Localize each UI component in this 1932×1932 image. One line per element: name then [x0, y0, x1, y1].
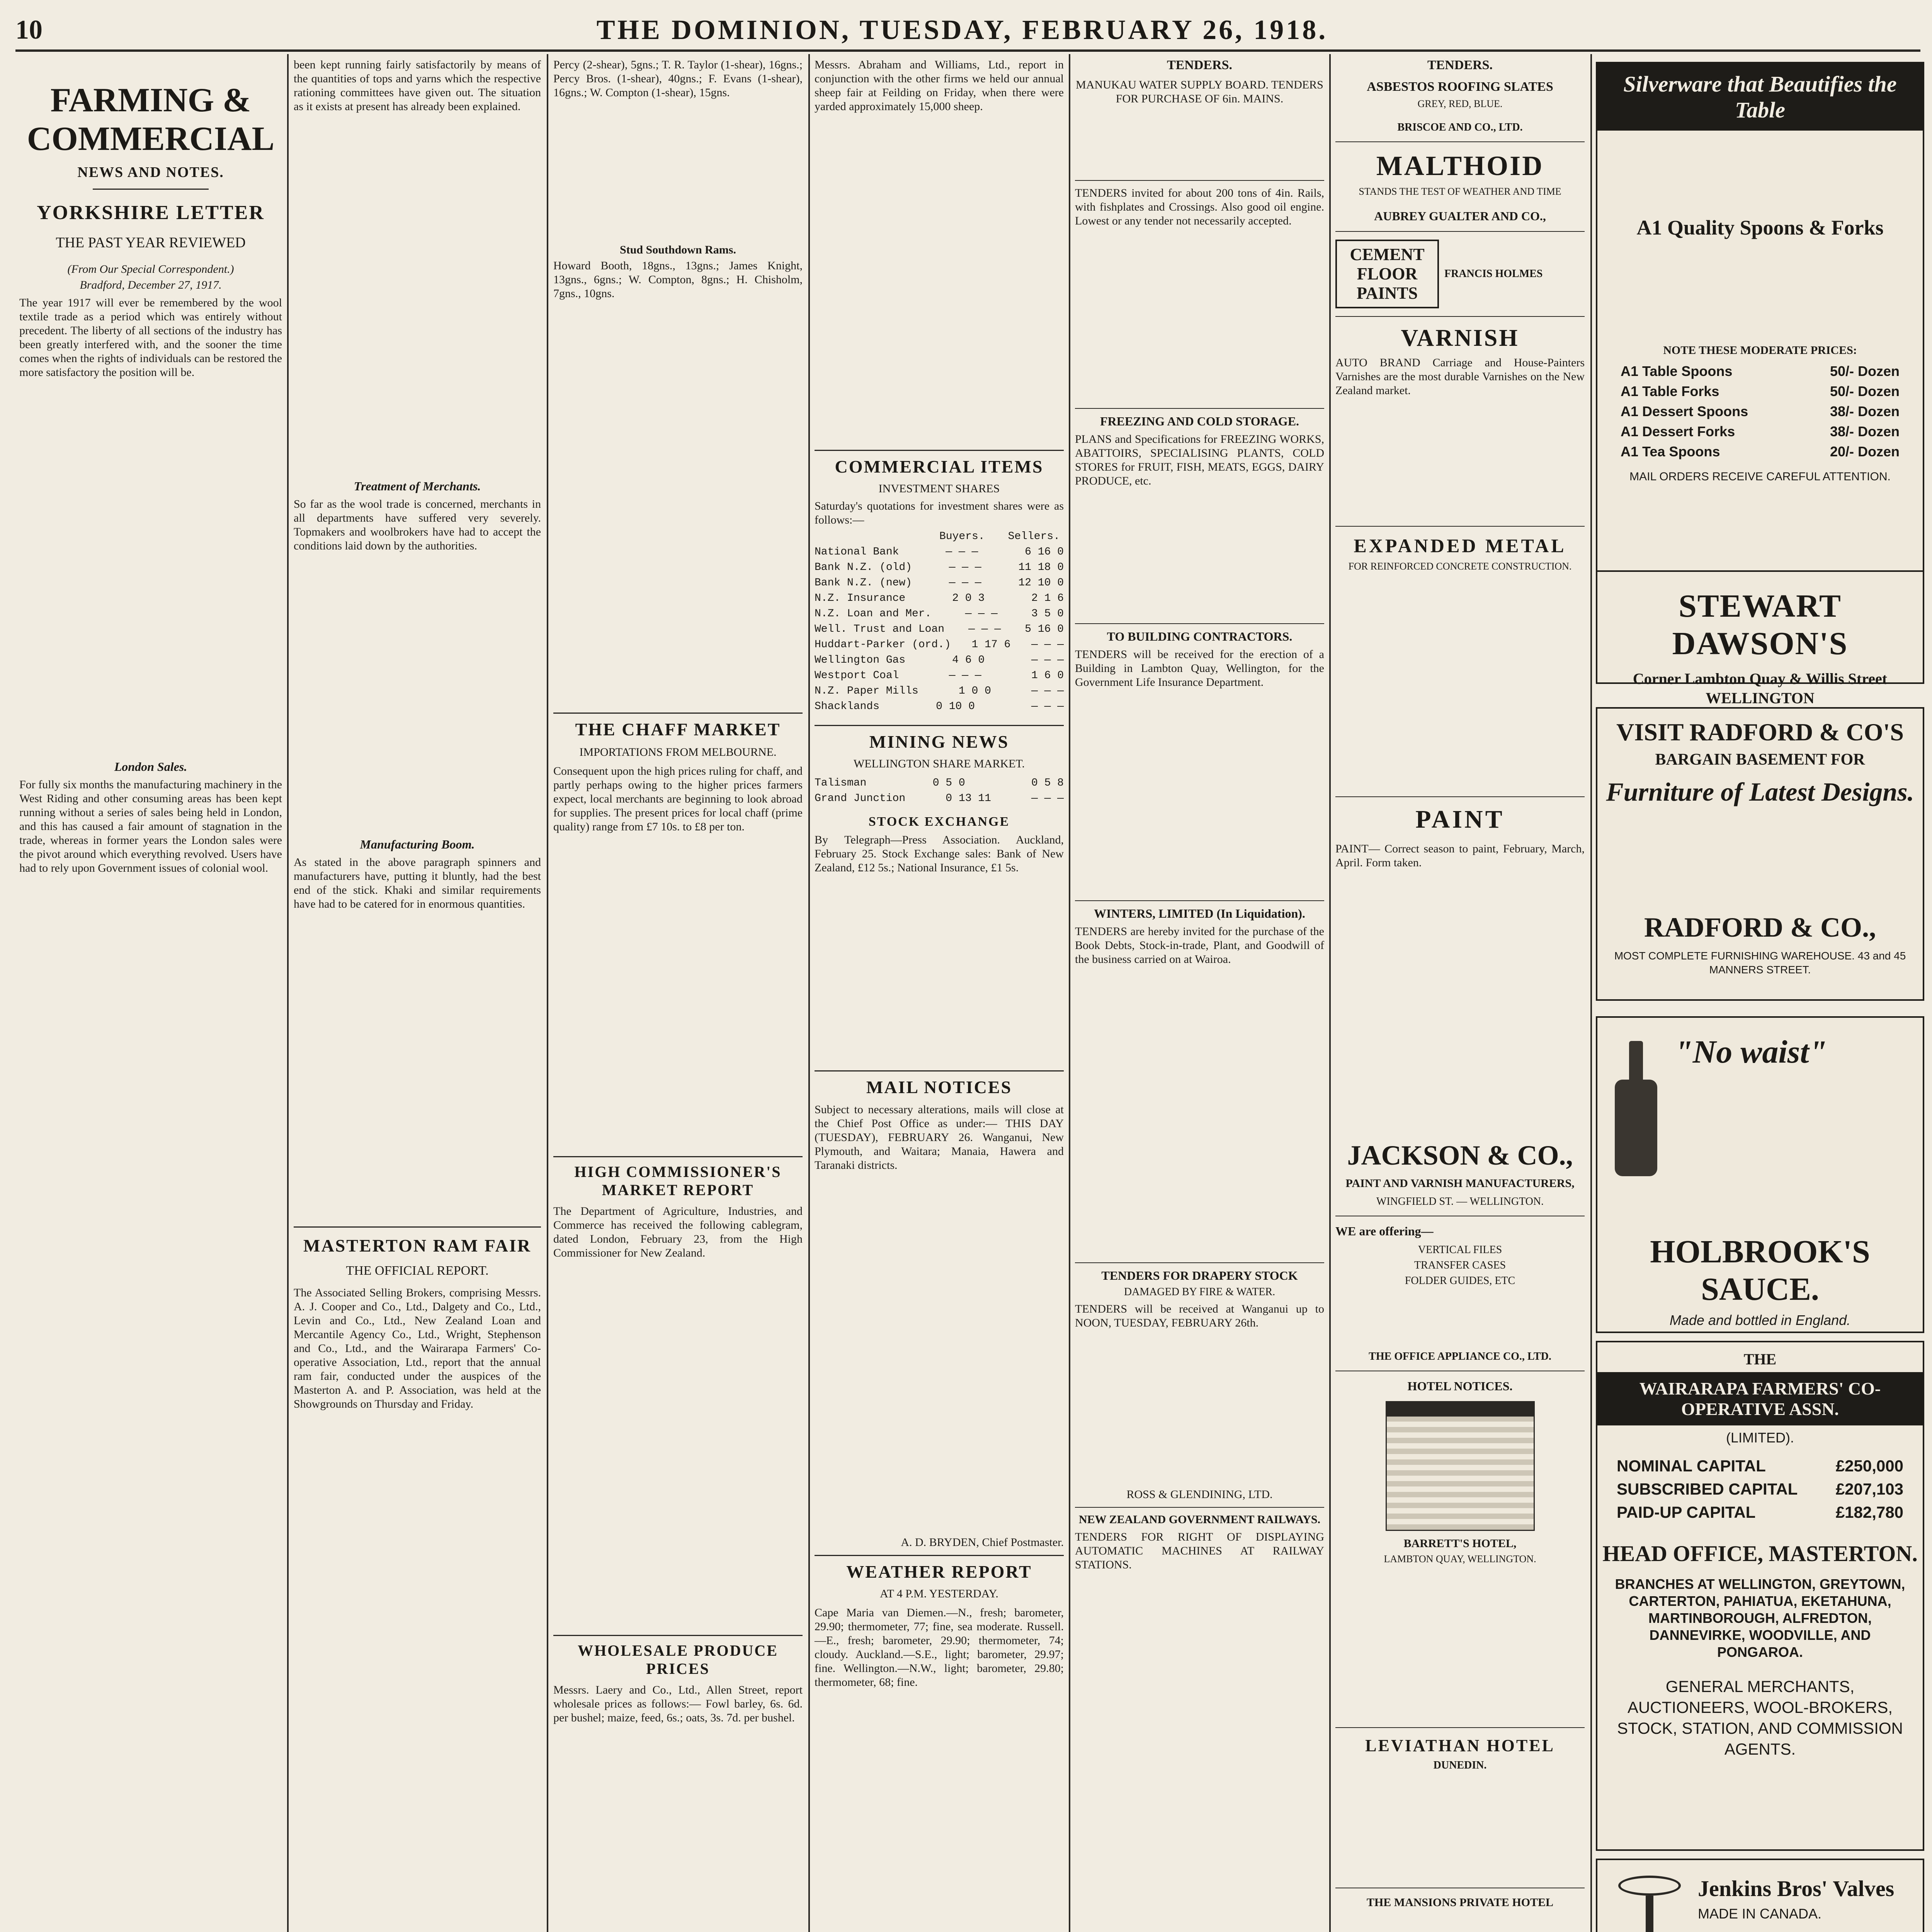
- divider: [1335, 526, 1585, 527]
- list-item: [1617, 1502, 1903, 1523]
- table-row-cell: Grand Junction: [815, 793, 906, 804]
- valve-stem: [1646, 1896, 1653, 1932]
- tender-notice: TENDERS will be received for the erection of a Building in Lambton Quay, Wellington, for the Government Life Insurance Department.: [1075, 648, 1324, 689]
- table-row: [815, 623, 1064, 636]
- ad-title: HEAD OFFICE, MASTERTON.: [1602, 1541, 1918, 1566]
- table-row: [815, 777, 1064, 790]
- column-header: Buyers.: [939, 531, 985, 543]
- ad-title: MALTHOID: [1376, 150, 1544, 181]
- sauce-bottle-icon: [1613, 1041, 1659, 1180]
- table-row-cell: — — —: [965, 608, 998, 620]
- list-item: [1621, 403, 1900, 420]
- list-item: FOLDER GUIDES, ETC: [1405, 1275, 1515, 1287]
- article-title: WHOLESALE PRODUCE PRICES: [578, 1642, 778, 1677]
- table-row-cell: Huddart-Parker (ord.): [815, 639, 951, 651]
- paragraph: Messrs. Abraham and Williams, Ltd., report in conjunction with the other firms we held our annual sheep fair at Feilding on Friday, when there were yarded approximately 15,000 sheep.: [815, 58, 1064, 113]
- section-header: TENDERS.: [1427, 58, 1493, 72]
- hotel-illustration: [1386, 1401, 1535, 1531]
- divider: [815, 1555, 1064, 1556]
- list-item-cell: A1 Dessert Forks: [1621, 423, 1735, 439]
- list-item: TRANSFER CASES: [1414, 1259, 1506, 1271]
- table-row: [815, 638, 1064, 651]
- list-item-cell: 38/- Dozen: [1830, 423, 1900, 439]
- ad-firm: THE MANSIONS PRIVATE HOTEL: [1366, 1896, 1554, 1909]
- tender-notice: TENDERS FOR RIGHT OF DISPLAYING AUTOMATIC MACHINES AT RAILWAY STATIONS.: [1075, 1531, 1324, 1571]
- notice-title: WINTERS, LIMITED (In Liquidation).: [1094, 906, 1305, 920]
- notice-title: TENDERS FOR DRAPERY STOCK: [1101, 1269, 1298, 1282]
- paragraph: Subject to necessary alterations, mails will close at the Chief Post Office as under:— THIS DAY (TUESDAY), FEBRUARY 26. Wanganui, New Plymouth, and Waitara; Manaia, Hawera and Taranaki districts.: [815, 1103, 1064, 1172]
- table-row-cell: N.Z. Insurance: [815, 592, 906, 604]
- column-header: Sellers.: [1008, 531, 1060, 543]
- holbrook-ad: [1596, 1016, 1924, 1333]
- table-row: [815, 607, 1064, 621]
- subhead: Stud Southdown Rams.: [620, 243, 736, 256]
- table-row-cell: — — —: [1031, 701, 1064, 713]
- article-title: MINING NEWS: [869, 732, 1009, 752]
- table-row: [815, 669, 1064, 682]
- masthead: [15, 12, 1920, 50]
- article-subtitle: THE OFFICIAL REPORT.: [346, 1264, 489, 1278]
- table-row-cell: N.Z. Paper Mills: [815, 685, 918, 697]
- ad-title: Furniture of Latest Designs.: [1606, 777, 1914, 806]
- paragraph: So far as the wool trade is concerned, merchants in all departments have suffered very severely. Topmakers and woolbrokers have had to accept the conditions laid down by the authorities.: [294, 498, 541, 552]
- tender-notice: TENDERS will be received at Wanganui up to NOON, TUESDAY, FEBRUARY 26th.: [1075, 1303, 1324, 1329]
- dateline: Bradford, December 27, 1917.: [80, 279, 222, 291]
- tender-notice: MANUKAU WATER SUPPLY BOARD. TENDERS FOR PURCHASE OF 6in. MAINS.: [1076, 78, 1323, 105]
- column-6: [1335, 58, 1585, 1932]
- article-subtitle: AT 4 P.M. YESTERDAY.: [880, 1587, 998, 1600]
- masthead-rule: [15, 49, 1920, 52]
- prices-title: NOTE THESE MODERATE PRICES:: [1663, 344, 1857, 357]
- table-row-cell: 11 18 0: [1018, 561, 1064, 573]
- column-2: [294, 58, 541, 1932]
- list-item: [1621, 443, 1900, 461]
- page-number: 10: [15, 15, 43, 45]
- jenkins-ad: [1596, 1859, 1924, 1932]
- ad-firm: FRANCIS HOLMES: [1444, 268, 1543, 280]
- signature: A. D. BRYDEN, Chief Postmaster.: [901, 1536, 1064, 1549]
- ad-address: Corner Lambton Quay & Willis Street WELLINGTON: [1633, 670, 1888, 707]
- list-item-cell: £250,000: [1835, 1457, 1903, 1475]
- list-item-cell: 50/- Dozen: [1830, 383, 1900, 399]
- notice-title: FREEZING AND COLD STORAGE.: [1100, 414, 1299, 428]
- article-title: COMMERCIAL ITEMS: [835, 457, 1044, 476]
- table-row: [815, 685, 1064, 698]
- table-row-cell: 0 13 11: [946, 793, 991, 804]
- ad-banner: [1597, 63, 1923, 131]
- divider: [553, 1635, 803, 1636]
- ad-firm: BARRETT'S HOTEL,: [1403, 1537, 1517, 1550]
- column-7: [1596, 58, 1924, 1932]
- table-row-cell: Well. Trust and Loan: [815, 623, 945, 635]
- table-row: [815, 654, 1064, 667]
- article-title: STOCK EXCHANGE: [868, 815, 1010, 829]
- table-row-cell: 3 5 0: [1031, 608, 1064, 620]
- divider: [815, 450, 1064, 451]
- ad-firm: RADFORD & CO.,: [1644, 912, 1876, 943]
- ad-text: MAIL ORDERS RECEIVE CAREFUL ATTENTION.: [1629, 470, 1891, 483]
- ad-firm: HOLBROOK'S SAUCE.: [1650, 1234, 1870, 1307]
- ad-title: Silverware that Beautifies the Table: [1623, 71, 1897, 122]
- mining-table: [815, 777, 1064, 805]
- divider: [1335, 141, 1585, 142]
- list-item-cell: 50/- Dozen: [1830, 363, 1900, 379]
- list-item: [1617, 1456, 1903, 1476]
- table-row-cell: — — —: [1031, 654, 1064, 666]
- article-title: MAIL NOTICES: [866, 1077, 1012, 1097]
- paragraph: Howard Booth, 18gns., 13gns.; James Knight, 13gns., 6gns.; W. Compton, 8gns.; H. Chisholm, 7gns., 10gns.: [553, 259, 803, 300]
- paragraph: For fully six months the manufacturing machinery in the West Riding and other consuming areas has been kept running without a series of sales being held in London, and this has caused a fair amount of stagnation in the trade, whereas in former years the London sales were the pivot around which everything revolved. Users have had to rely upon Government issues of colonial wool.: [19, 778, 282, 874]
- column-divider: [1590, 54, 1592, 1932]
- article-subtitle: INVESTMENT SHARES: [878, 482, 1000, 495]
- table-row-cell: — — —: [949, 670, 981, 682]
- list-item-cell: £182,780: [1835, 1503, 1903, 1521]
- table-row-cell: — — —: [946, 546, 978, 558]
- section-header: TENDERS.: [1167, 58, 1233, 72]
- table-row-cell: 5 16 0: [1025, 623, 1064, 635]
- list-item: [1621, 423, 1900, 440]
- paragraph: Messrs. Laery and Co., Ltd., Allen Street, report wholesale prices as follows:— Fowl barley, 6s. 6d. per bushel; maize, feed, 6s.; oats, 3s. 7d. per bushel.: [553, 1684, 803, 1724]
- tender-notice: TENDERS are hereby invited for the purchase of the Book Debts, Stock-in-trade, Plant, and Goodwill of the business carried on at Wairoa.: [1075, 925, 1324, 966]
- divider: [93, 189, 209, 190]
- ad-text: GENERAL MERCHANTS, AUCTIONEERS, WOOL-BROKERS, STOCK, STATION, AND COMMISSION AGENTS.: [1617, 1677, 1903, 1758]
- list-item: [1617, 1479, 1903, 1500]
- ad-text: GREY, RED, BLUE.: [1417, 98, 1503, 109]
- table-row-cell: 4 6 0: [952, 654, 985, 666]
- ad-title: VISIT RADFORD & CO'S: [1616, 718, 1904, 746]
- table-row-cell: — — —: [1031, 639, 1064, 651]
- bottle-neck: [1629, 1041, 1643, 1080]
- ad-text: (LIMITED).: [1726, 1430, 1794, 1446]
- article-title: MASTERTON RAM FAIR: [303, 1236, 531, 1255]
- capital-table: [1617, 1456, 1903, 1523]
- notice-subtitle: DAMAGED BY FIRE & WATER.: [1124, 1286, 1276, 1298]
- ad-text: AUTO BRAND Carriage and House-Painters Varnishes are the most durable Varnishes on the New Zealand market.: [1335, 356, 1585, 397]
- article-subtitle: IMPORTATIONS FROM MELBOURNE.: [579, 746, 777, 759]
- list-item-cell: NOMINAL CAPITAL: [1617, 1457, 1766, 1475]
- divider: [815, 1070, 1064, 1071]
- column-3: [553, 58, 803, 1932]
- divider: [1075, 408, 1324, 409]
- cement-ad: [1335, 240, 1585, 308]
- table-row: [815, 792, 1064, 805]
- ad-banner: [1597, 1372, 1923, 1425]
- stewart-dawson-ad: [1596, 572, 1924, 707]
- paragraph: Cape Maria van Diemen.—N., fresh; barometer, 29.90; thermometer, 77; fine, sea moderate. Russell.—E., fresh; barometer, 29.90; thermometer, 74; cloudy. Auckland.—S.E., light; barometer, 29.97; fine. Wellington.—N.W., light; barometer, 29.80; thermometer, 68; fine.: [815, 1606, 1064, 1689]
- paragraph: As stated in the above paragraph spinners and manufacturers have, putting it bluntly, had the best end of the stick. Khaki and similar requirements have had to be catered for in enormous quantities.: [294, 856, 541, 910]
- table-row: [815, 592, 1064, 605]
- ad-text: MADE IN CANADA.: [1698, 1906, 1822, 1922]
- subhead: Treatment of Merchants.: [354, 479, 481, 493]
- section-header: HOTEL NOTICES.: [1407, 1379, 1513, 1393]
- masthead-title: THE DOMINION, TUESDAY, FEBRUARY 26, 1918.: [596, 14, 1328, 45]
- table-row-cell: — — —: [968, 623, 1001, 635]
- list-item: [1621, 383, 1900, 400]
- table-row-cell: 6 16 0: [1025, 546, 1064, 558]
- ad-firm: BRISCOE AND CO., LTD.: [1397, 121, 1523, 133]
- table-row-cell: Bank N.Z. (old): [815, 561, 912, 573]
- signature: ROSS & GLENDINING, LTD.: [1126, 1488, 1273, 1501]
- section-subtitle: NEWS AND NOTES.: [77, 164, 224, 180]
- ad-address: MOST COMPLETE FURNISHING WAREHOUSE. 43 and 45 MANNERS STREET.: [1614, 950, 1906, 976]
- ad-title: A1 Quality Spoons & Forks: [1636, 216, 1884, 239]
- column-divider: [1329, 54, 1331, 1932]
- table-row-cell: 0 10 0: [936, 701, 975, 713]
- list-item-cell: SUBSCRIBED CAPITAL: [1617, 1480, 1798, 1498]
- ad-title: CEMENT FLOOR PAINTS: [1335, 240, 1439, 308]
- divider: [1075, 623, 1324, 624]
- subhead: Manufacturing Boom.: [360, 837, 475, 851]
- column-divider: [547, 54, 548, 1932]
- paragraph: The Associated Selling Brokers, comprising Messrs. A. J. Cooper and Co., Ltd., Dalgety and Co., Ltd., Levin and Co., Ltd., New Zealand Loan and Mercantile Agency Co., Ltd., Wright, Stephenson and Co., Ltd., and the Wairarapa Farmers' Co-operative Association, Ltd., report that the annual ram fair, conducted under the auspices of the Masterton A. and P. Association, was held at the Showgrounds on Thursday and Friday.: [294, 1286, 541, 1410]
- divider: [553, 1156, 803, 1157]
- paragraph: The Department of Agriculture, Industries, and Commerce has received the following cablegram, dated London, February 23, from the High Commissioner for New Zealand.: [553, 1205, 803, 1259]
- list-item-cell: £207,103: [1835, 1480, 1903, 1498]
- ad-title: VARNISH: [1401, 325, 1519, 351]
- divider: [1335, 231, 1585, 232]
- table-row-cell: N.Z. Loan and Mer.: [815, 608, 932, 620]
- table-row-cell: Shacklands: [815, 701, 880, 713]
- bottle-body: [1615, 1080, 1657, 1176]
- table-row: [815, 546, 1064, 559]
- table-row-cell: Wellington Gas: [815, 654, 906, 666]
- column-1: [19, 58, 282, 1932]
- table-row-cell: Bank N.Z. (new): [815, 577, 912, 589]
- divider: [294, 1226, 541, 1228]
- ad-title: "No waist": [1675, 1034, 1827, 1070]
- ad-title: PAINT: [1415, 805, 1505, 833]
- ad-text: Made and bottled in England.: [1669, 1312, 1851, 1328]
- ad-text: PAINT AND VARNISH MANUFACTURERS,: [1345, 1177, 1575, 1190]
- table-row-cell: 12 10 0: [1018, 577, 1064, 589]
- column-divider: [1069, 54, 1070, 1932]
- ad-title: WE are offering—: [1335, 1224, 1434, 1238]
- table-row-cell: Westport Coal: [815, 670, 899, 682]
- paragraph: The year 1917 will ever be remembered by the wool textile trade as a period which was entirely without precedent. The liberty of all sections of the industry has been greatly interfered with, and the sooner the time comes when the rights of individuals can be restored the more satisfactory the position will be.: [19, 296, 282, 379]
- silverware-ad: [1596, 62, 1924, 572]
- ad-firm: JACKSON & CO.,: [1347, 1140, 1573, 1171]
- intro-text: Saturday's quotations for investment shares were as follows:—: [815, 500, 1064, 526]
- table-row: [815, 561, 1064, 574]
- divider: [1335, 796, 1585, 797]
- wairarapa-farmers-ad: [1596, 1341, 1924, 1851]
- subhead: London Sales.: [114, 760, 187, 774]
- shares-table: [815, 530, 1064, 713]
- section-title: FARMING & COMMERCIAL: [27, 82, 275, 158]
- divider: [1335, 1727, 1585, 1728]
- notice-title: TO BUILDING CONTRACTORS.: [1107, 629, 1293, 643]
- paragraph: By Telegraph—Press Association. Auckland, February 25. Stock Exchange sales: Bank of New Zealand, £12 5s.; National Insurance, £1 5s.: [815, 833, 1064, 874]
- article-title: YORKSHIRE LETTER: [37, 202, 265, 224]
- list-item-cell: PAID-UP CAPITAL: [1617, 1503, 1756, 1521]
- ad-text: LAMBTON QUAY, WELLINGTON.: [1384, 1553, 1536, 1565]
- ad-text: WINGFIELD ST. — WELLINGTON.: [1376, 1196, 1544, 1208]
- table-row-cell: 2 1 6: [1031, 592, 1064, 604]
- list-item-cell: A1 Dessert Spoons: [1621, 403, 1748, 419]
- column-5: [1075, 58, 1324, 1932]
- table-row-cell: Talisman: [815, 777, 867, 789]
- table-row-cell: 2 0 3: [952, 592, 985, 604]
- table-row-cell: 1 6 0: [1031, 670, 1064, 682]
- list-item-cell: A1 Table Forks: [1621, 383, 1719, 399]
- ad-firm: THE OFFICE APPLIANCE CO., LTD.: [1369, 1350, 1551, 1362]
- byline: (From Our Special Correspondent.): [67, 263, 234, 276]
- article-subtitle: WELLINGTON SHARE MARKET.: [853, 757, 1025, 770]
- list-item-cell: A1 Tea Spoons: [1621, 444, 1720, 459]
- list-item: VERTICAL FILES: [1418, 1244, 1502, 1256]
- column-divider: [808, 54, 810, 1932]
- divider: [1075, 180, 1324, 181]
- office-items: [1335, 1242, 1585, 1289]
- table-row: [815, 577, 1064, 590]
- valve-wheel: [1618, 1876, 1681, 1896]
- list-item: [1621, 362, 1900, 380]
- ad-firm: LEVIATHAN HOTEL: [1365, 1736, 1555, 1755]
- table-row-cell: — — —: [949, 561, 981, 573]
- article-title: THE CHAFF MARKET: [575, 719, 781, 739]
- table-row-cell: — — —: [1031, 685, 1064, 697]
- hotel-roof: [1386, 1401, 1535, 1417]
- ad-text: BRANCHES AT WELLINGTON, GREYTOWN, CARTERTON, PAHIATUA, EKETAHUNA, MARTINBOROUGH, ALFREDTON, DANNEVIRKE, WOODVILLE, AND PONGAROA.: [1615, 1576, 1905, 1660]
- ad-spacer: [1335, 572, 1585, 789]
- divider: [1075, 1262, 1324, 1263]
- price-list: [1621, 362, 1900, 461]
- ad-text: THE: [1743, 1350, 1777, 1368]
- list-item-cell: A1 Table Spoons: [1621, 363, 1733, 379]
- table-row-cell: National Bank: [815, 546, 899, 558]
- table-row: [815, 700, 1064, 713]
- ad-firm: AUBREY GUALTER AND CO.,: [1374, 209, 1546, 223]
- table-row-cell: 0 5 8: [1031, 777, 1064, 789]
- ad-title: ASBESTOS ROOFING SLATES: [1367, 80, 1553, 94]
- divider: [553, 713, 803, 714]
- divider: [1335, 316, 1585, 317]
- ad-title: Jenkins Bros' Valves: [1698, 1876, 1895, 1901]
- divider: [1075, 1507, 1324, 1508]
- table-header: [815, 530, 1064, 543]
- ad-text: STANDS THE TEST OF WEATHER AND TIME: [1359, 186, 1561, 197]
- table-row-cell: 1 17 6: [971, 639, 1011, 651]
- article-title: HIGH COMMISSIONER'S MARKET REPORT: [574, 1163, 782, 1199]
- ad-text: PAINT— Correct season to paint, February, March, April. Form taken.: [1335, 842, 1585, 869]
- ad-firm: STEWART DAWSON'S: [1672, 588, 1848, 662]
- divider: [1075, 900, 1324, 901]
- table-row-cell: 1 0 0: [958, 685, 991, 697]
- column-4: [815, 58, 1064, 1932]
- article-title: WEATHER REPORT: [846, 1562, 1032, 1582]
- ad-text: DUNEDIN.: [1433, 1759, 1487, 1771]
- radford-ad: [1596, 707, 1924, 1001]
- valve-icon: [1613, 1876, 1686, 1932]
- ad-text: FOR REINFORCED CONCRETE CONSTRUCTION.: [1348, 561, 1572, 572]
- column-divider: [287, 54, 289, 1932]
- tender-notice: TENDERS invited for about 200 tons of 4in. Rails, with fishplates and Crossings. Also good oil engine. Lowest or any tender not necessarily accepted.: [1075, 187, 1324, 227]
- paragraph: Percy (2-shear), 5gns.; T. R. Taylor (1-shear), 16gns.; Percy Bros. (1-shear), 40gns.; F. Evans (1-shear), 16gns.; W. Compton (1-shear), 15gns.: [553, 58, 803, 99]
- table-row-cell: — — —: [1031, 793, 1064, 804]
- table-row-cell: — — —: [949, 577, 981, 589]
- list-item-cell: 20/- Dozen: [1830, 444, 1900, 459]
- divider: [815, 725, 1064, 726]
- paragraph: Consequent upon the high prices ruling for chaff, and partly perhaps owing to the higher prices farmers expect, local merchants are beginning to look abroad for supplies. The present prices for local chaff (prime quality) range from £7 10s. to £8 per ton.: [553, 765, 803, 833]
- tender-notice: PLANS and Specifications for FREEZING WORKS, ABATTOIRS, SPECIALISING PLANTS, COLD STORES for FRUIT, FISH, MEATS, EGGS, DAIRY PRODUCE, etc.: [1075, 433, 1324, 487]
- article-subtitle: THE PAST YEAR REVIEWED: [56, 235, 246, 251]
- notice-title: NEW ZEALAND GOVERNMENT RAILWAYS.: [1078, 1513, 1321, 1526]
- paragraph: been kept running fairly satisfactorily by means of the quantities of tops and yarns which the respective rationing committees have given out. The situation as it exists at present has already been explained.: [294, 58, 541, 113]
- ad-subtitle: BARGAIN BASEMENT FOR: [1655, 751, 1865, 769]
- table-row-cell: 0 5 0: [932, 777, 965, 789]
- ad-title: EXPANDED METAL: [1354, 535, 1566, 556]
- list-item-cell: 38/- Dozen: [1830, 403, 1900, 419]
- ad-title: WAIRARAPA FARMERS' CO-OPERATIVE ASSN.: [1639, 1379, 1881, 1419]
